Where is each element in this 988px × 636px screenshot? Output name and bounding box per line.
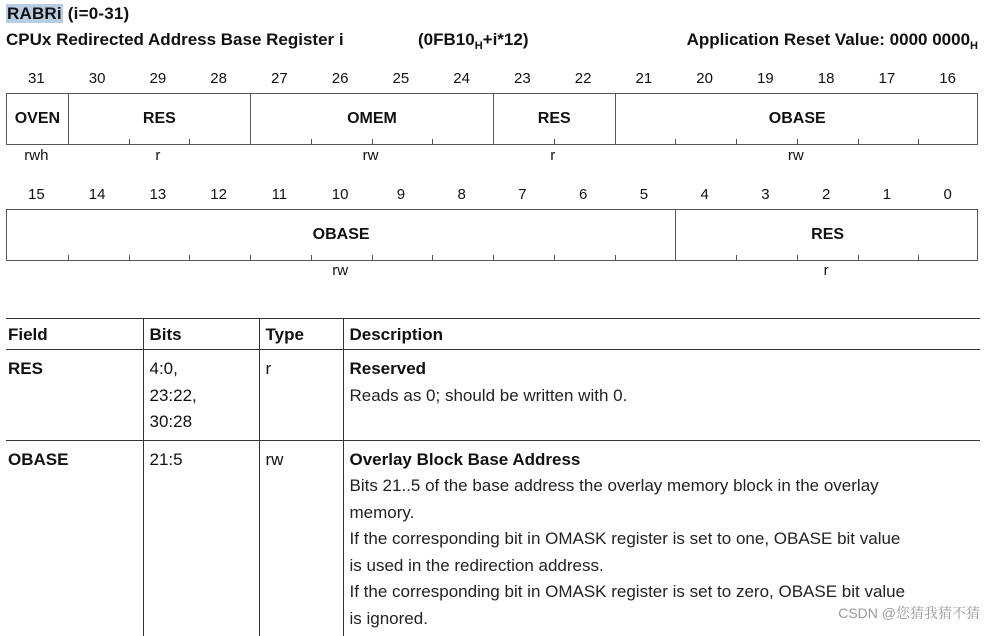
header-field: Field: [6, 319, 143, 350]
description-line: is ignored.: [349, 608, 428, 628]
table-header-row: [6, 319, 980, 350]
bit-number: 3: [761, 186, 770, 203]
bit-number: 10: [331, 186, 349, 203]
reset-value-label: Application Reset Value: 0000 0000: [686, 30, 971, 49]
register-offset: [418, 30, 528, 52]
bit-number: 0: [943, 186, 952, 203]
description-line: Bits 21..5 of the base address the overlay memory block in the overlay: [349, 476, 879, 495]
field-description-table: [6, 318, 980, 636]
field-obase: OBASE: [312, 226, 370, 243]
bit-number: 15: [28, 186, 45, 203]
description-line: Reads as 0; should be written with 0.: [349, 385, 628, 405]
bit-number: 31: [28, 70, 45, 87]
bit-range: 30:28: [149, 412, 193, 431]
offset-hex-suffix: H: [474, 40, 483, 52]
description-title: Reserved: [349, 359, 427, 378]
table-row: [6, 350, 980, 441]
access-type-res: r: [155, 147, 161, 164]
field-omem: OMEM: [250, 94, 493, 144]
bit-number: 14: [88, 186, 106, 203]
bit-number: 17: [878, 70, 896, 87]
description-line: If the corresponding bit in OMASK register is set to zero, OBASE bit value: [349, 582, 906, 601]
access-type-obase: rw: [332, 262, 349, 279]
bit-number: 11: [271, 186, 288, 203]
bit-number: 6: [578, 186, 588, 203]
bit-number: 28: [210, 70, 227, 87]
bit-number: 7: [518, 186, 527, 203]
bit-number: 22: [574, 70, 592, 87]
offset-suffix: +i*12): [482, 30, 529, 49]
cell-field-name: RES: [6, 350, 143, 441]
field-res: RES: [675, 210, 979, 260]
field-res: RES: [493, 94, 615, 144]
header-bits: Bits: [143, 319, 259, 350]
access-type-obase: rw: [787, 147, 804, 164]
description-title: Overlay Block Base Address: [349, 449, 581, 469]
lower-bit-numbers: [6, 186, 978, 206]
bit-number: 16: [939, 70, 956, 87]
bit-range: 4:0,: [149, 359, 178, 378]
bit-number: 25: [392, 70, 410, 87]
bit-number: 30: [88, 70, 106, 87]
bit-number: 12: [210, 186, 227, 203]
bit-number: 8: [457, 186, 466, 203]
description-line: is used in the redirection address.: [349, 555, 604, 575]
field-oven: OVEN: [14, 110, 61, 127]
upper-register-row: [6, 93, 978, 145]
bit-number: 21: [635, 70, 653, 87]
bit-number: 26: [331, 70, 349, 87]
bit-number: 23: [514, 70, 531, 87]
lower-register-row: [6, 209, 978, 261]
cell-type: rw: [259, 440, 343, 636]
bit-number: 20: [696, 70, 713, 87]
register-name: [6, 4, 129, 24]
cell-type: r: [259, 350, 343, 441]
bit-number: 18: [817, 70, 835, 87]
bit-number: 13: [149, 186, 167, 203]
watermark: CSDN @您猜我猜不猜: [838, 605, 980, 621]
bit-range: 21:5: [149, 449, 183, 469]
reset-value: [687, 30, 978, 52]
bit-number: 4: [700, 186, 709, 203]
bit-number: 19: [757, 70, 774, 87]
upper-bit-numbers: [6, 70, 978, 90]
register-short-name: RABRi: [7, 4, 62, 23]
offset-prefix: (0FB10: [418, 30, 475, 49]
reset-hex-suffix: H: [970, 40, 978, 52]
register-index-range: (i=0-31): [67, 4, 130, 23]
access-type-oven: rwh: [24, 147, 49, 164]
field-res: RES: [68, 94, 250, 144]
access-type-omem: rw: [362, 147, 379, 164]
access-type-res: r: [550, 147, 556, 164]
bit-number: 27: [271, 70, 288, 87]
cell-bits: [143, 350, 259, 441]
header-description: Description: [343, 319, 980, 350]
description-line: If the corresponding bit in OMASK register is set to one, OBASE bit value: [349, 529, 901, 548]
bit-number: 24: [453, 70, 470, 87]
register-title: CPUx Redirected Address Base Register i: [6, 30, 344, 49]
cell-field-name: OBASE: [8, 449, 69, 469]
description-line: memory.: [349, 502, 415, 522]
bit-number: 2: [821, 186, 831, 203]
bit-number: 29: [149, 70, 167, 87]
access-type-res: r: [823, 262, 829, 279]
header-type: Type: [259, 319, 343, 350]
table-row: [6, 440, 980, 636]
cell-description: [343, 350, 980, 441]
bit-range: 23:22,: [149, 385, 197, 405]
cell-bits: [143, 440, 259, 636]
field-obase: OBASE: [615, 94, 980, 144]
bit-number: 9: [396, 186, 406, 203]
bit-number: 1: [882, 186, 892, 203]
bit-number: 5: [639, 186, 649, 203]
